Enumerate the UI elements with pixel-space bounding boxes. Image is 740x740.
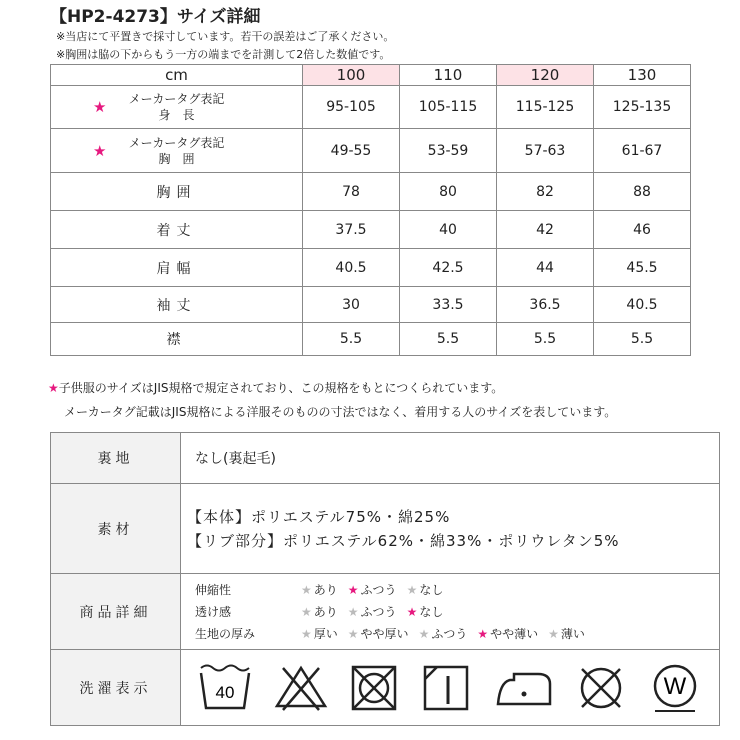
table-row (51, 173, 691, 211)
table-cell: 37.5 (303, 211, 400, 249)
unselected-star-icon: ★ (301, 626, 312, 641)
table-cell: 30 (303, 287, 400, 323)
detail-option: ★ やや厚い (347, 626, 409, 641)
table-cell: 95-105 (303, 86, 400, 129)
detail-name: 透け感 (195, 604, 232, 619)
lining-value: なし(裏起毛) (181, 433, 720, 484)
unit-cell: cm (51, 65, 303, 86)
size-header: 110 (400, 65, 497, 86)
row-label-line2: 身 長 (158, 108, 195, 122)
info-row-detail (51, 574, 720, 650)
table-cell: 5.5 (497, 323, 594, 356)
selected-star-icon: ★ (406, 604, 418, 619)
table-cell: 46 (594, 211, 691, 249)
row-label: 襟 (51, 323, 303, 356)
size-table (50, 64, 691, 356)
iron-low-icon (492, 662, 556, 714)
row-label (51, 129, 303, 173)
detail-option: ★ なし (406, 604, 444, 619)
detail-option: ★ 薄い (548, 626, 585, 641)
material-value (181, 484, 720, 574)
table-cell: 88 (594, 173, 691, 211)
unselected-star-icon: ★ (418, 626, 430, 641)
selected-star-icon: ★ (347, 582, 359, 597)
detail-option: ★ あり (301, 582, 338, 597)
size-header: 120 (497, 65, 594, 86)
detail-row (195, 579, 719, 601)
row-label-line1: メーカータグ表記 (128, 135, 225, 150)
table-cell: 61-67 (594, 129, 691, 173)
table-cell: 40.5 (594, 287, 691, 323)
table-cell: 49-55 (303, 129, 400, 173)
wash-40-icon (197, 662, 253, 714)
no-tumble-dry-icon (348, 662, 400, 714)
table-row (51, 249, 691, 287)
table-cell: 5.5 (594, 323, 691, 356)
no-dry-clean-icon (575, 662, 627, 714)
table-cell: 82 (497, 173, 594, 211)
care-label: 洗濯表示 (51, 650, 181, 726)
table-row (51, 287, 691, 323)
detail-option: ★ 厚い (301, 626, 338, 641)
info-row-lining (51, 433, 720, 484)
table-cell: 57-63 (497, 129, 594, 173)
table-row (51, 211, 691, 249)
size-header-row (51, 65, 691, 86)
table-cell: 45.5 (594, 249, 691, 287)
unselected-star-icon: ★ (406, 582, 418, 597)
table-row (51, 129, 691, 173)
table-cell: 78 (303, 173, 400, 211)
page-title: 【HP2-4273】サイズ詳細 (50, 7, 261, 27)
note-chest: ※胸囲は脇の下からもう一方の端までを計測して2倍した数値です。 (56, 48, 391, 61)
table-cell: 33.5 (400, 287, 497, 323)
detail-name: 生地の厚み (195, 626, 256, 641)
star-icon: ★ (48, 381, 59, 395)
care-icons (181, 650, 720, 726)
svg-text:W: W (663, 672, 687, 700)
row-label-line1: メーカータグ表記 (128, 92, 225, 106)
row-label: 肩幅 (51, 249, 303, 287)
row-label-line2: 胸 囲 (158, 151, 195, 166)
unselected-star-icon: ★ (548, 626, 559, 641)
row-label (51, 86, 303, 129)
table-cell: 36.5 (497, 287, 594, 323)
selected-star-icon: ★ (477, 626, 489, 641)
unselected-star-icon: ★ (347, 604, 359, 619)
star-icon: ★ (93, 141, 107, 160)
detail-option: ★ やや薄い (477, 626, 539, 641)
table-cell: 5.5 (400, 323, 497, 356)
material-line: 【リブ部分】ポリエステル62%・綿33%・ポリウレタン5% (187, 531, 620, 550)
table-cell: 42.5 (400, 249, 497, 287)
detail-option: ★ あり (301, 604, 338, 619)
row-label: 着丈 (51, 211, 303, 249)
table-cell: 125-135 (594, 86, 691, 129)
svg-text:40: 40 (215, 682, 235, 702)
detail-option: ★ なし (406, 582, 444, 597)
table-cell: 53-59 (400, 129, 497, 173)
table-cell: 5.5 (303, 323, 400, 356)
table-cell: 44 (497, 249, 594, 287)
table-cell: 115-125 (497, 86, 594, 129)
unselected-star-icon: ★ (347, 626, 359, 641)
footnote-text: 子供服のサイズはJIS規格で規定されており、この規格をもとにつくられています。 (58, 381, 504, 395)
detail-row (195, 623, 719, 645)
size-header: 130 (594, 65, 691, 86)
unselected-star-icon: ★ (301, 582, 312, 597)
row-label: 胸囲 (51, 173, 303, 211)
no-bleach-icon (273, 662, 329, 714)
table-cell: 80 (400, 173, 497, 211)
detail-option: ★ ふつう (418, 626, 468, 641)
detail-label: 商品詳細 (51, 574, 181, 650)
material-label: 素材 (51, 484, 181, 574)
detail-row (195, 601, 719, 623)
table-cell: 40 (400, 211, 497, 249)
material-line: 【本体】ポリエステル75%・綿25% (187, 507, 451, 526)
info-row-care (51, 650, 720, 726)
detail-option: ★ ふつう (347, 582, 397, 597)
size-header: 100 (303, 65, 400, 86)
product-info-table (50, 432, 720, 726)
table-cell: 42 (497, 211, 594, 249)
detail-value (181, 574, 720, 650)
table-cell: 40.5 (303, 249, 400, 287)
note-measure: ※当店にて平置きで採寸しています。若干の誤差はご了承ください。 (56, 30, 395, 43)
lining-label: 裏地 (51, 433, 181, 484)
table-cell: 105-115 (400, 86, 497, 129)
table-row (51, 86, 691, 129)
detail-option: ★ ふつう (347, 604, 397, 619)
wet-clean-icon (647, 660, 703, 716)
footnote-tag: メーカータグ記載はJIS規格による洋服そのものの寸法ではなく、着用する人のサイズを表しています。 (64, 405, 617, 419)
row-label: 袖丈 (51, 287, 303, 323)
star-icon: ★ (93, 98, 107, 116)
unselected-star-icon: ★ (301, 604, 312, 619)
footnote-jis (48, 379, 503, 396)
table-row (51, 323, 691, 356)
detail-name: 伸縮性 (195, 582, 232, 597)
info-row-material (51, 484, 720, 574)
line-dry-shade-icon (420, 662, 472, 714)
